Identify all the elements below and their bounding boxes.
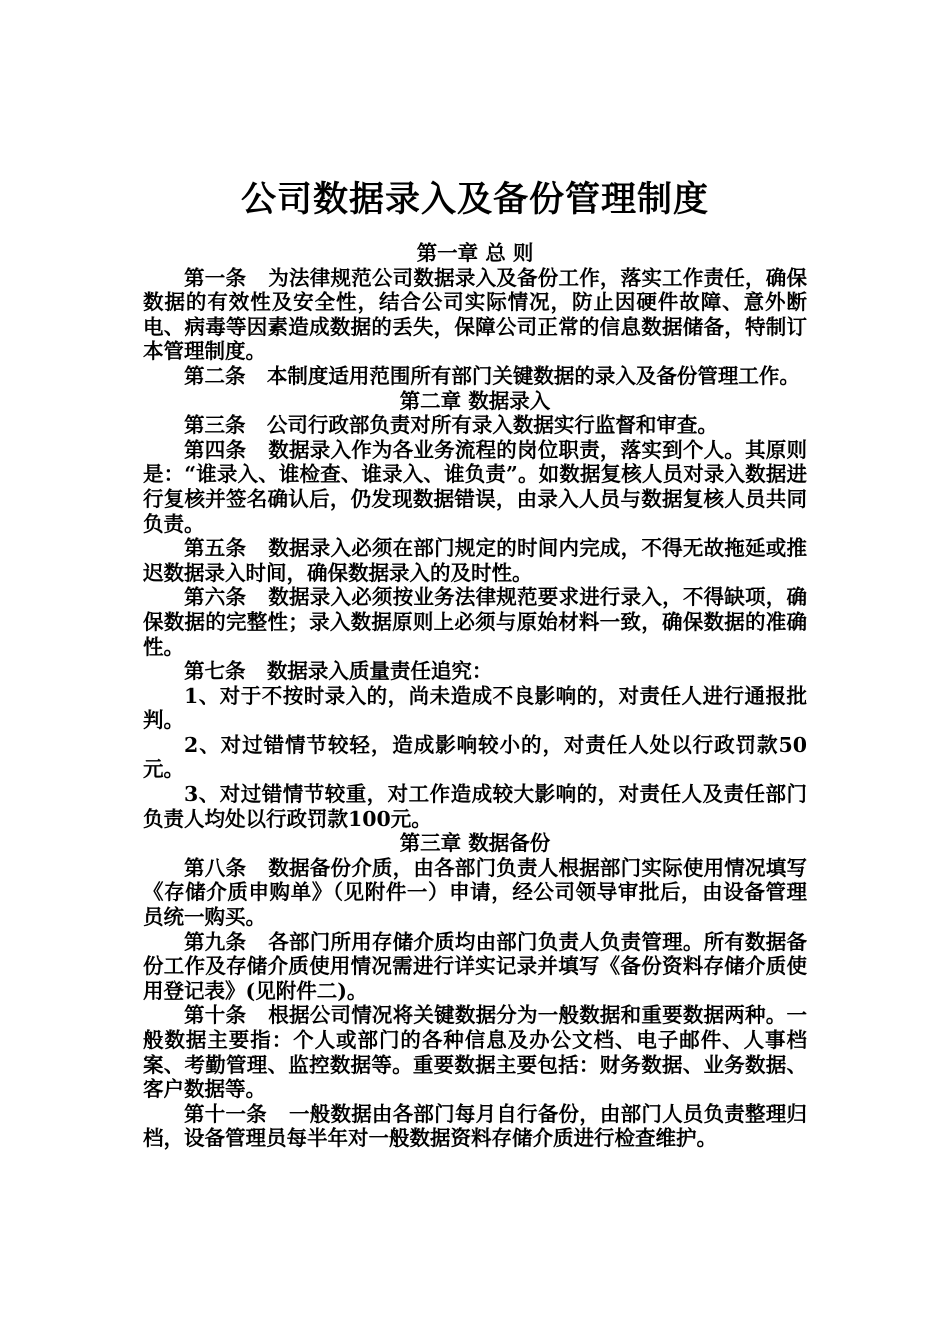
article-paragraph: 1、对于不按时录入的，尚未造成不良影响的，对责任人进行通报批判。 xyxy=(143,683,807,733)
chapter-heading: 第一章 总 则 xyxy=(416,241,534,265)
article-paragraph: 第五条 数据录入必须在部门规定的时间内完成，不得无故拖延或推迟数据录入时间，确保数据录入的及时性。 xyxy=(143,536,807,585)
chapter-heading: 第二章 数据录入 xyxy=(399,388,551,413)
article-paragraph: 第七条 数据录入质量责任追究： xyxy=(184,659,493,684)
article-paragraph: 3、对过错情节较重，对工作造成较大影响的，对责任人及责任部门负责人均处以行政罚款100元。 xyxy=(143,782,807,831)
document-title: 公司数据录入及备份管理制度 xyxy=(240,179,709,220)
chapter-heading: 第三章 数据备份 xyxy=(399,831,551,856)
article-paragraph: 第九条 各部门所用存储介质均由部门负责人负责管理。所有数据备份工作及存储介质使用情况需进行详实记录并填写《备份资料存储介质使用登记表》(见附件二)。 xyxy=(143,929,807,1003)
article-paragraph: 第十一条 一般数据由各部门每月自行备份，由部门人员负责整理归档，设备管理员每半年对一般数据资料存储介质进行检查维护。 xyxy=(143,1101,807,1151)
article-paragraph: 第四条 数据录入作为各业务流程的岗位职责，落实到个人。其原则是：“谁录入、谁检查、谁录入、谁负责”。如数据复核人员对录入数据进行复核并签名确认后，仍发现数据错误，由录入人员与数据复核人员共同负责。 xyxy=(143,437,807,536)
article-paragraph: 2、对过错情节较轻，造成影响较小的，对责任人处以行政罚款50元。 xyxy=(143,732,807,782)
article-paragraph: 第二条 本制度适用范围所有部门关键数据的录入及备份管理工作。 xyxy=(184,363,800,388)
article-paragraph: 第十条 根据公司情况将关键数据分为一般数据和重要数据两种。一般数据主要指：个人或部门的各种信息及办公文档、电子邮件、人事档案、考勤管理、监控数据等。重要数据主要包括：财务数据、业务数据、客户数据等。 xyxy=(143,1003,807,1102)
article-paragraph: 第六条 数据录入必须按业务法律规范要求进行录入，不得缺项，确保数据的完整性；录入数据原则上必须与原始材料一致，确保数据的准确性。 xyxy=(143,585,807,659)
article-paragraph: 第一条 为法律规范公司数据录入及备份工作，落实工作责任，确保数据的有效性及安全性，结合公司实际情况，防止因硬件故障、意外断电、病毒等因素造成数据的丢失，保障公司正常的信息数据储备，特制订本管理制度。 xyxy=(143,265,807,364)
document-page xyxy=(143,0,807,1344)
article-paragraph: 第三条 公司行政部负责对所有录入数据实行监督和审查。 xyxy=(184,413,718,438)
article-paragraph: 第八条 数据备份介质，由各部门负责人根据部门实际使用情况填写《存储介质申购单》（见附件一）申请，经公司领导审批后，由设备管理员统一购买。 xyxy=(143,855,807,930)
document-body xyxy=(143,241,807,1151)
